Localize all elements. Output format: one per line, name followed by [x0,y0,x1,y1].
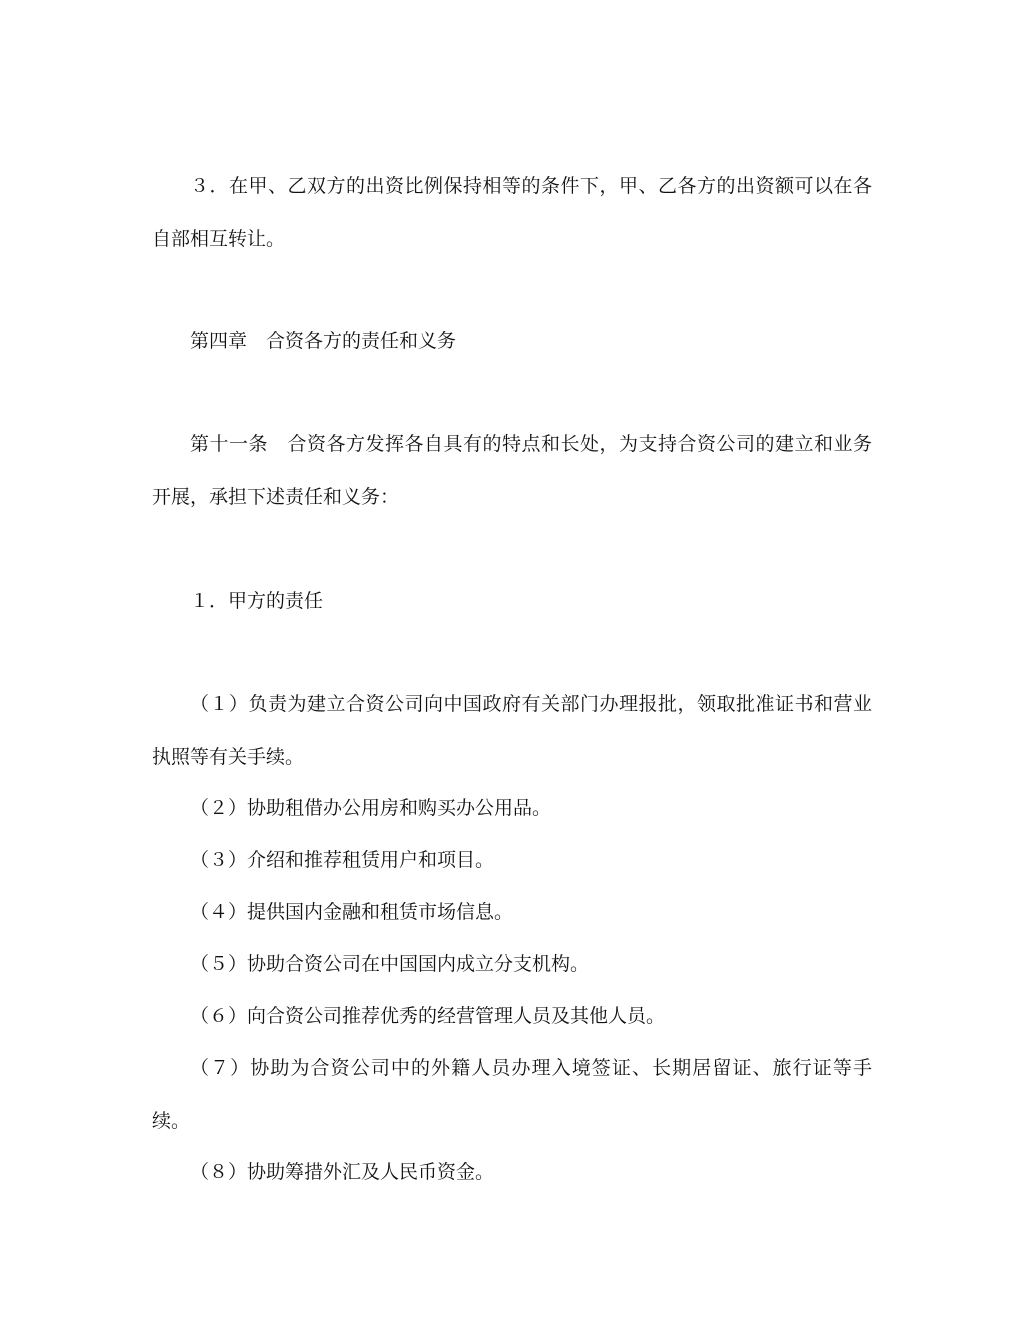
article-eleven: 第十一条 合资各方发挥各自具有的特点和长处，为支持合资公司的建立和业务开展，承担下述责任和义务： [152,433,872,508]
list-item-1: （１）负责为建立合资公司向中国政府有关部门办理报批，领取批准证书和营业执照等有关手续。 [152,693,872,768]
list-item-8: （８）协助筹措外汇及人民币资金。 [190,1161,495,1183]
list-item-4: （４）提供国内金融和租赁市场信息。 [190,901,514,923]
list-item-2: （２）协助租借办公用房和购买办公用品。 [190,797,552,819]
chapter-heading: 第四章 合资各方的责任和义务 [190,330,457,352]
list-item-3: （３）介绍和推荐租赁用户和项目。 [190,849,495,871]
party-a-heading: １．甲方的责任 [190,590,324,612]
paragraph-capital-transfer: ３．在甲、乙双方的出资比例保持相等的条件下，甲、乙各方的出资额可以在各自部相互转让。 [152,175,872,250]
list-item-5: （５）协助合资公司在中国国内成立分支机构。 [190,953,590,975]
list-item-7: （７）协助为合资公司中的外籍人员办理入境签证、长期居留证、旅行证等手续。 [152,1057,872,1132]
list-item-6: （６）向合资公司推荐优秀的经营管理人员及其他人员。 [190,1005,666,1027]
